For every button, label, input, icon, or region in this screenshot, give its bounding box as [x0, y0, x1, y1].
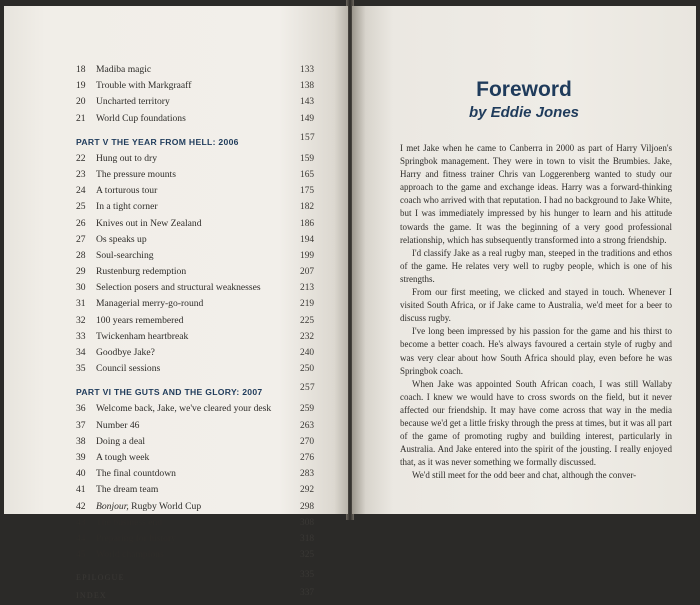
toc-page-number: 175	[300, 186, 315, 197]
foreword-paragraph: I met Jake when he came to Canberra in 2000 as part of Harry Viljoen's Springbok management. They were in town to visit the Brumbies. Jake, Harry and fitness trainer Chris van Loggerenberg wanted to study our approach to the game and exchange ideas. Harry was a forward-thinking coach who arrived with that reputation. I had no background to Jake White, but I was immediately impressed by his hunger to learn and his attitude towards the game. It was the beginning of a very good professional relationship, which has subsequently transformed into a strong friendship.	[400, 143, 672, 245]
foreword-paragraph: When Jake was appointed South African coach, I was still Wallaby coach. I knew we would have to cross swords on the field, but it never affected our friendship. It may have come across that way in the media because we'd get a little frisky through the press at times, but it was all part of the game of promoting rugby and building interest, particularly in Australia. And Jake entered into the spirit of the jousting. I really enjoyed that, as it was never something we formally discussed.	[400, 378, 672, 468]
toc-chapter-group	[74, 151, 328, 378]
toc-chapter-row	[74, 296, 328, 312]
toc-chapter-row	[74, 345, 328, 361]
foreword-body	[400, 142, 672, 482]
toc-chapter-title: The business end	[96, 516, 163, 528]
toc-chapter-title: Rustenburg redemption	[96, 266, 187, 278]
toc-part-label: PART VI THE GUTS AND THE GLORY: 2007	[76, 387, 263, 398]
toc-chapter-number: 38	[76, 435, 86, 447]
toc-page-number: 257	[300, 383, 315, 394]
toc-chapter-group	[74, 62, 328, 127]
toc-chapter-number: 24	[76, 185, 86, 197]
toc-chapter-title-rest: Rugby World Cup	[128, 500, 202, 512]
toc-chapter-number: 34	[76, 347, 86, 358]
toc-page-number: 335	[300, 570, 315, 581]
toc-chapter-title: Knives out in New Zealand	[96, 217, 202, 229]
toc-chapter-row	[74, 62, 328, 78]
toc-page-number: 133	[300, 65, 315, 75]
toc-chapter-row	[74, 418, 328, 434]
toc-chapter-row	[74, 183, 328, 199]
toc-chapter-row	[74, 547, 328, 563]
right-page-foreword	[352, 6, 696, 514]
toc-chapter-title: Selection posers and structural weaknesses	[96, 282, 261, 294]
toc-chapter-title: Soul-searching	[96, 249, 154, 261]
toc-chapter-row	[74, 361, 328, 377]
foreword-paragraph: We'd still meet for the odd beer and chat, although the conver-	[412, 470, 637, 481]
toc-chapter-number: 27	[76, 233, 86, 245]
foreword-paragraph: I've long been impressed by his passion for the game and his thirst to become a better coach. He's always favoured a certain style of rugby and was very clear about how South Africa should play, even before he was Springbok coach.	[400, 326, 672, 376]
toc-chapter-title: A torturous tour	[96, 185, 158, 197]
toc-chapter-title	[96, 499, 201, 515]
table-of-contents	[74, 62, 328, 605]
toc-page-number: 199	[300, 250, 315, 261]
toc-chapter-row	[74, 216, 328, 232]
toc-page-number: 250	[300, 364, 315, 375]
toc-chapter-row	[74, 434, 328, 450]
toc-chapter-row	[74, 482, 328, 498]
toc-chapter-title: A tough week	[96, 451, 150, 463]
toc-part-heading	[74, 133, 328, 151]
toc-part-label: PART V THE YEAR FROM HELL: 2006	[76, 136, 239, 147]
toc-page-number: 292	[300, 485, 315, 496]
toc-page-number: 276	[300, 452, 315, 463]
toc-chapter-row	[74, 78, 328, 94]
toc-chapter-row	[74, 531, 328, 547]
toc-chapter-number: 45	[76, 549, 86, 561]
toc-chapter-number: 32	[76, 314, 86, 326]
toc-page-number: 207	[300, 267, 315, 278]
toc-epilogue-label: EPILOGUE	[76, 573, 125, 583]
toc-chapter-row	[74, 450, 328, 466]
toc-chapter-row	[74, 167, 328, 183]
toc-page-number: 194	[300, 234, 315, 245]
toc-chapter-number: 28	[76, 249, 86, 261]
toc-chapter-title: Uncharted territory	[96, 96, 170, 108]
left-page-contents	[4, 6, 348, 601]
toc-chapter-number: 44	[76, 532, 86, 544]
toc-chapter-title: The final countdown	[96, 468, 176, 480]
toc-page-number: 270	[300, 436, 315, 447]
toc-chapter-title: Goodbye Jake?	[96, 347, 155, 358]
toc-page-number: 182	[300, 202, 315, 213]
toc-chapter-title: Welcome back, Jake, we've cleared your desk	[96, 403, 272, 415]
toc-chapter-title: Preparing for history	[96, 532, 176, 544]
toc-chapter-row	[74, 499, 328, 515]
toc-page-number: 232	[300, 331, 315, 342]
toc-chapter-row	[74, 515, 328, 531]
toc-chapter-number: 42	[76, 500, 86, 512]
toc-chapter-number: 35	[76, 363, 86, 375]
toc-chapter-number: 43	[76, 516, 86, 528]
toc-chapter-number: 37	[76, 419, 86, 431]
toc-chapter-row	[74, 466, 328, 482]
toc-page-number: 337	[300, 588, 315, 599]
toc-chapter-number: 23	[76, 168, 86, 180]
toc-chapter-number: 41	[76, 484, 86, 496]
toc-chapter-group	[74, 401, 328, 563]
toc-chapter-row	[74, 329, 328, 345]
toc-page-number: 318	[300, 533, 315, 544]
foreword-title: Foreword	[476, 78, 572, 101]
toc-page-number: 157	[300, 132, 315, 143]
toc-page-number: 240	[300, 348, 315, 358]
toc-chapter-row	[74, 401, 328, 417]
toc-chapter-title: Number 46	[96, 419, 140, 431]
toc-chapter-number: 30	[76, 282, 86, 294]
toc-index	[74, 587, 328, 605]
toc-chapter-title: The dream team	[96, 484, 159, 496]
toc-chapter-number: 40	[76, 468, 86, 480]
toc-chapter-title: Hung out to dry	[96, 152, 158, 164]
toc-chapter-row	[74, 94, 328, 110]
toc-page-number: 143	[300, 97, 315, 108]
toc-page-number: 298	[300, 501, 315, 512]
toc-chapter-row	[74, 313, 328, 329]
toc-chapter-number: 29	[76, 266, 86, 278]
toc-chapter-title: Madiba magic	[96, 64, 152, 75]
foreword-author: by Eddie Jones	[468, 104, 580, 121]
toc-chapter-row	[74, 199, 328, 215]
toc-chapter-number: 25	[76, 201, 86, 213]
toc-chapter-title: Trouble with Markgraaff	[96, 80, 192, 92]
toc-page-number: 283	[300, 469, 315, 480]
toc-chapter-number: 19	[76, 80, 86, 92]
toc-chapter-title: Managerial merry-go-round	[96, 298, 204, 310]
toc-page-number: 186	[300, 218, 315, 229]
toc-chapter-number: 39	[76, 451, 86, 463]
toc-page-number: 149	[300, 113, 315, 124]
toc-page-number: 138	[300, 81, 315, 92]
toc-chapter-title: Os speaks up	[96, 233, 147, 245]
toc-chapter-title: The pressure mounts	[96, 168, 176, 180]
toc-chapter-number: 31	[76, 298, 86, 310]
toc-chapter-title: In a tight corner	[96, 201, 158, 213]
toc-chapter-row	[74, 248, 328, 264]
toc-chapter-number: 20	[76, 96, 86, 108]
toc-index-label: INDEX	[76, 591, 107, 601]
toc-chapter-title: World champions	[96, 549, 164, 561]
toc-chapter-row	[74, 151, 328, 167]
toc-chapter-number: 26	[76, 217, 86, 229]
toc-chapter-title: 100 years remembered	[96, 314, 184, 326]
toc-chapter-title-italic: Bonjour,	[96, 500, 129, 512]
toc-chapter-number: 18	[76, 64, 86, 75]
toc-page-number: 308	[300, 517, 315, 528]
toc-page-number: 325	[300, 550, 315, 561]
toc-chapter-row	[74, 111, 328, 127]
foreword-paragraph: I'd classify Jake as a real rugby man, steeped in the traditions and ethos of the game. He relates very well to rugby people, which is one of his strengths.	[400, 247, 672, 284]
toc-page-number: 263	[300, 420, 315, 431]
toc-chapter-title: World Cup foundations	[96, 112, 186, 124]
toc-chapter-number: 36	[76, 403, 86, 415]
toc-chapter-title: Doing a deal	[96, 435, 146, 447]
toc-page-number: 219	[300, 299, 315, 310]
toc-epilogue	[74, 569, 328, 587]
foreword-paragraph: From our first meeting, we clicked and stayed in touch. Whenever I visited South Africa, or if Jake came to Australia, we'd meet for a beer to discuss rugby.	[400, 287, 672, 324]
toc-chapter-number: 22	[76, 152, 86, 164]
toc-chapter-number: 33	[76, 330, 86, 342]
toc-chapter-row	[74, 232, 328, 248]
toc-chapter-row	[74, 280, 328, 296]
toc-page-number: 159	[300, 153, 315, 164]
toc-page-number: 225	[300, 315, 315, 326]
toc-page-number: 213	[300, 283, 315, 294]
toc-chapter-title: Council sessions	[96, 363, 161, 375]
toc-page-number: 165	[300, 169, 315, 180]
toc-chapter-row	[74, 264, 328, 280]
toc-chapter-title: Twickenham heartbreak	[96, 330, 189, 342]
toc-chapter-number: 21	[76, 112, 86, 124]
toc-page-number: 259	[300, 404, 315, 415]
toc-part-heading	[74, 383, 328, 401]
